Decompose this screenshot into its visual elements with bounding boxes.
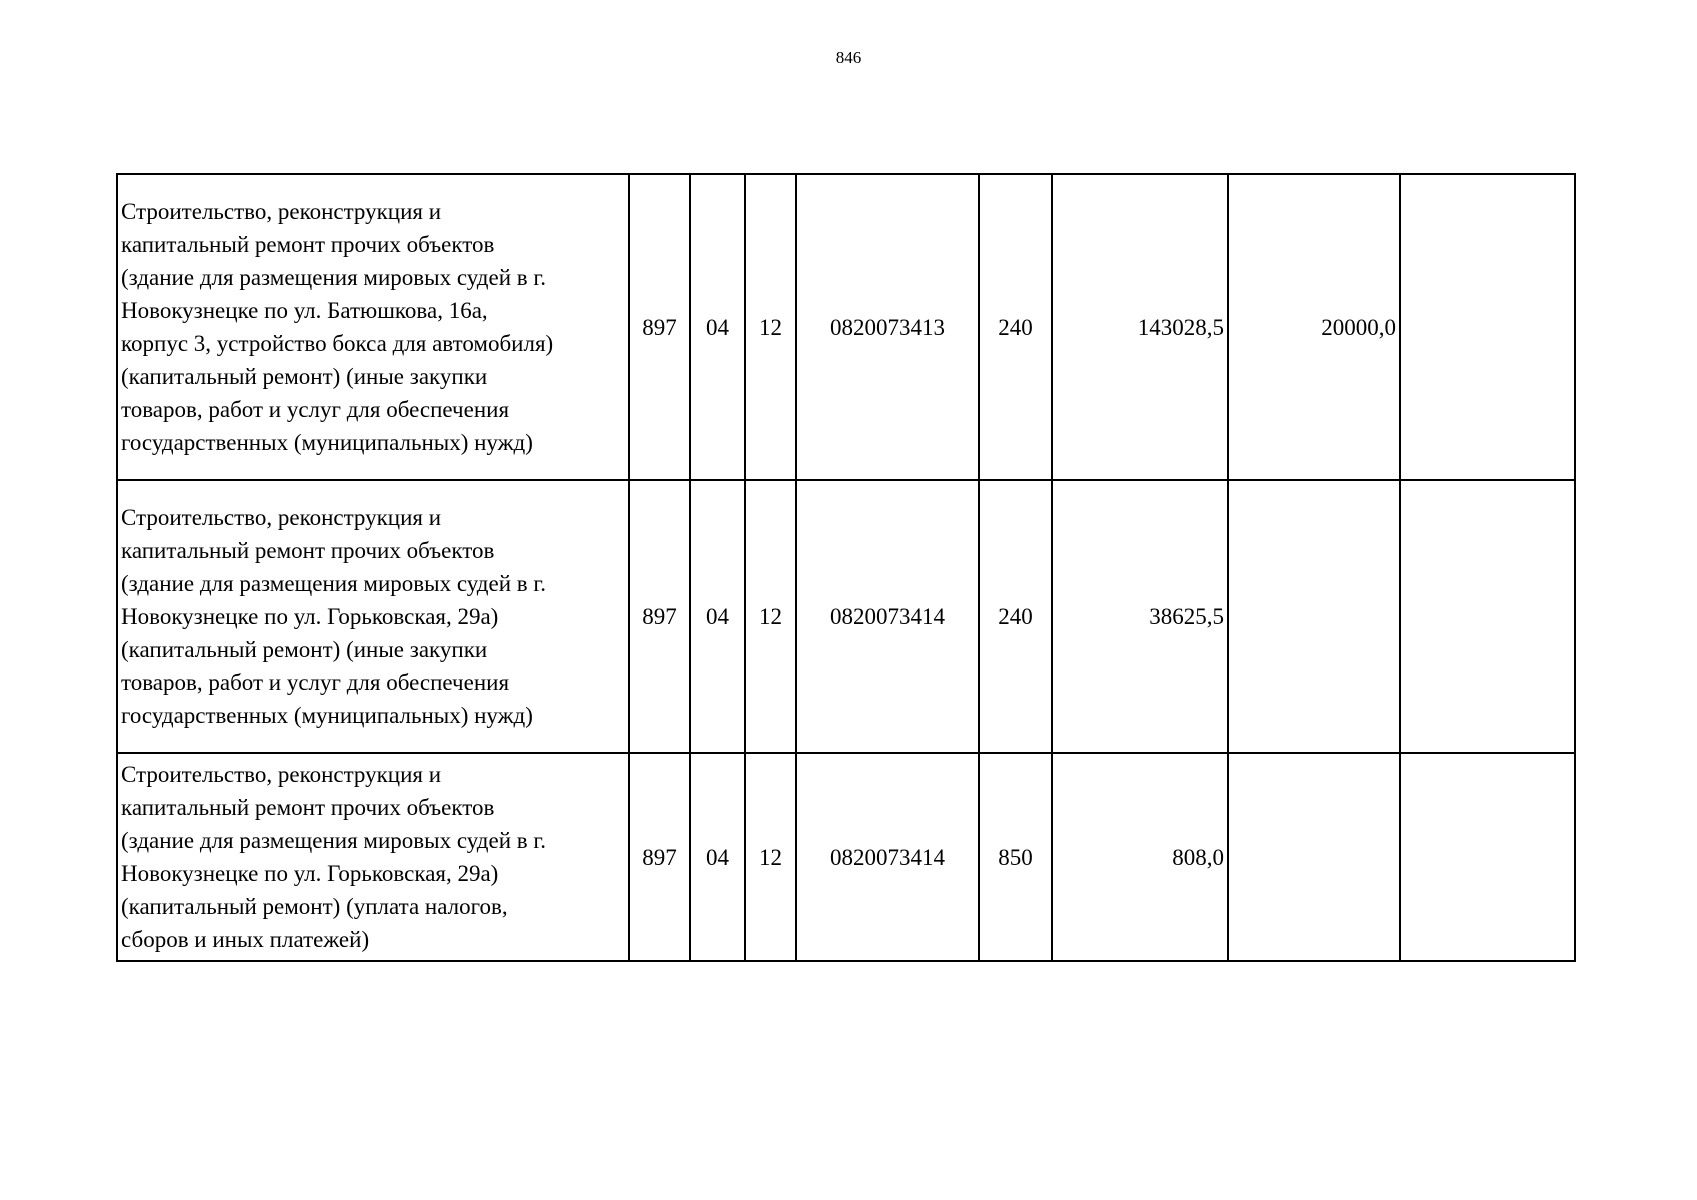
expense-name-cell <box>117 480 629 753</box>
table-row <box>117 753 1575 961</box>
subsection-code-cell: 12 <box>745 174 796 480</box>
expense-name-line: товаров, работ и услуг для обеспечения <box>121 670 510 695</box>
table-row <box>117 174 1575 480</box>
expense-type-cell: 240 <box>979 174 1052 480</box>
ministry-code-cell: 897 <box>629 480 690 753</box>
expense-name-line: Строительство, реконструкция и <box>121 762 442 787</box>
expense-name-cell <box>117 174 629 480</box>
expense-name-line: Новокузнецке по ул. Горьковская, 29а) <box>121 604 499 629</box>
budget-table <box>116 173 1576 962</box>
subsection-code-cell: 12 <box>745 480 796 753</box>
expense-name-line: капитальный ремонт прочих объектов <box>121 795 495 820</box>
amount-3-cell <box>1400 480 1575 753</box>
section-code-cell: 04 <box>690 174 745 480</box>
expense-name-line: Строительство, реконструкция и <box>121 505 442 530</box>
target-article-cell: 0820073414 <box>796 480 979 753</box>
expense-name-line: (капитальный ремонт) (иные закупки <box>121 637 488 662</box>
amount-3-cell <box>1400 174 1575 480</box>
expense-name-line: (капитальный ремонт) (иные закупки <box>121 364 488 389</box>
section-code-cell: 04 <box>690 753 745 961</box>
expense-type-cell: 240 <box>979 480 1052 753</box>
target-article-cell: 0820073414 <box>796 753 979 961</box>
expense-name-line: государственных (муниципальных) нужд) <box>121 430 533 455</box>
page-number: 846 <box>835 48 862 67</box>
amount-1-cell: 38625,5 <box>1052 480 1228 753</box>
expense-type-cell: 850 <box>979 753 1052 961</box>
expense-name-line: Строительство, реконструкция и <box>121 199 442 224</box>
expense-name-line: государственных (муниципальных) нужд) <box>121 703 533 728</box>
expense-name-line: (здание для размещения мировых судей в г. <box>121 571 546 596</box>
subsection-code-cell: 12 <box>745 753 796 961</box>
expense-name-line: корпус 3, устройство бокса для автомобиля) <box>121 331 554 356</box>
ministry-code-cell: 897 <box>629 174 690 480</box>
amount-2-cell <box>1228 480 1400 753</box>
expense-name-line: (здание для размещения мировых судей в г. <box>121 828 546 853</box>
table-row <box>117 480 1575 753</box>
expense-name-line: сборов и иных платежей) <box>121 927 370 952</box>
ministry-code-cell: 897 <box>629 753 690 961</box>
expense-name-line: капитальный ремонт прочих объектов <box>121 232 495 257</box>
amount-2-cell <box>1228 753 1400 961</box>
expense-name-cell <box>117 753 629 961</box>
section-code-cell: 04 <box>690 480 745 753</box>
amount-1-cell: 143028,5 <box>1052 174 1228 480</box>
amount-1-cell: 808,0 <box>1052 753 1228 961</box>
amount-2-cell: 20000,0 <box>1228 174 1400 480</box>
expense-name-line: (капитальный ремонт) (уплата налогов, <box>121 894 508 919</box>
expense-name-line: товаров, работ и услуг для обеспечения <box>121 397 510 422</box>
expense-name-line: капитальный ремонт прочих объектов <box>121 538 495 563</box>
target-article-cell: 0820073413 <box>796 174 979 480</box>
expense-name-line: Новокузнецке по ул. Горьковская, 29а) <box>121 861 499 886</box>
amount-3-cell <box>1400 753 1575 961</box>
expense-name-line: (здание для размещения мировых судей в г. <box>121 265 546 290</box>
expense-name-line: Новокузнецке по ул. Батюшкова, 16а, <box>121 298 488 323</box>
